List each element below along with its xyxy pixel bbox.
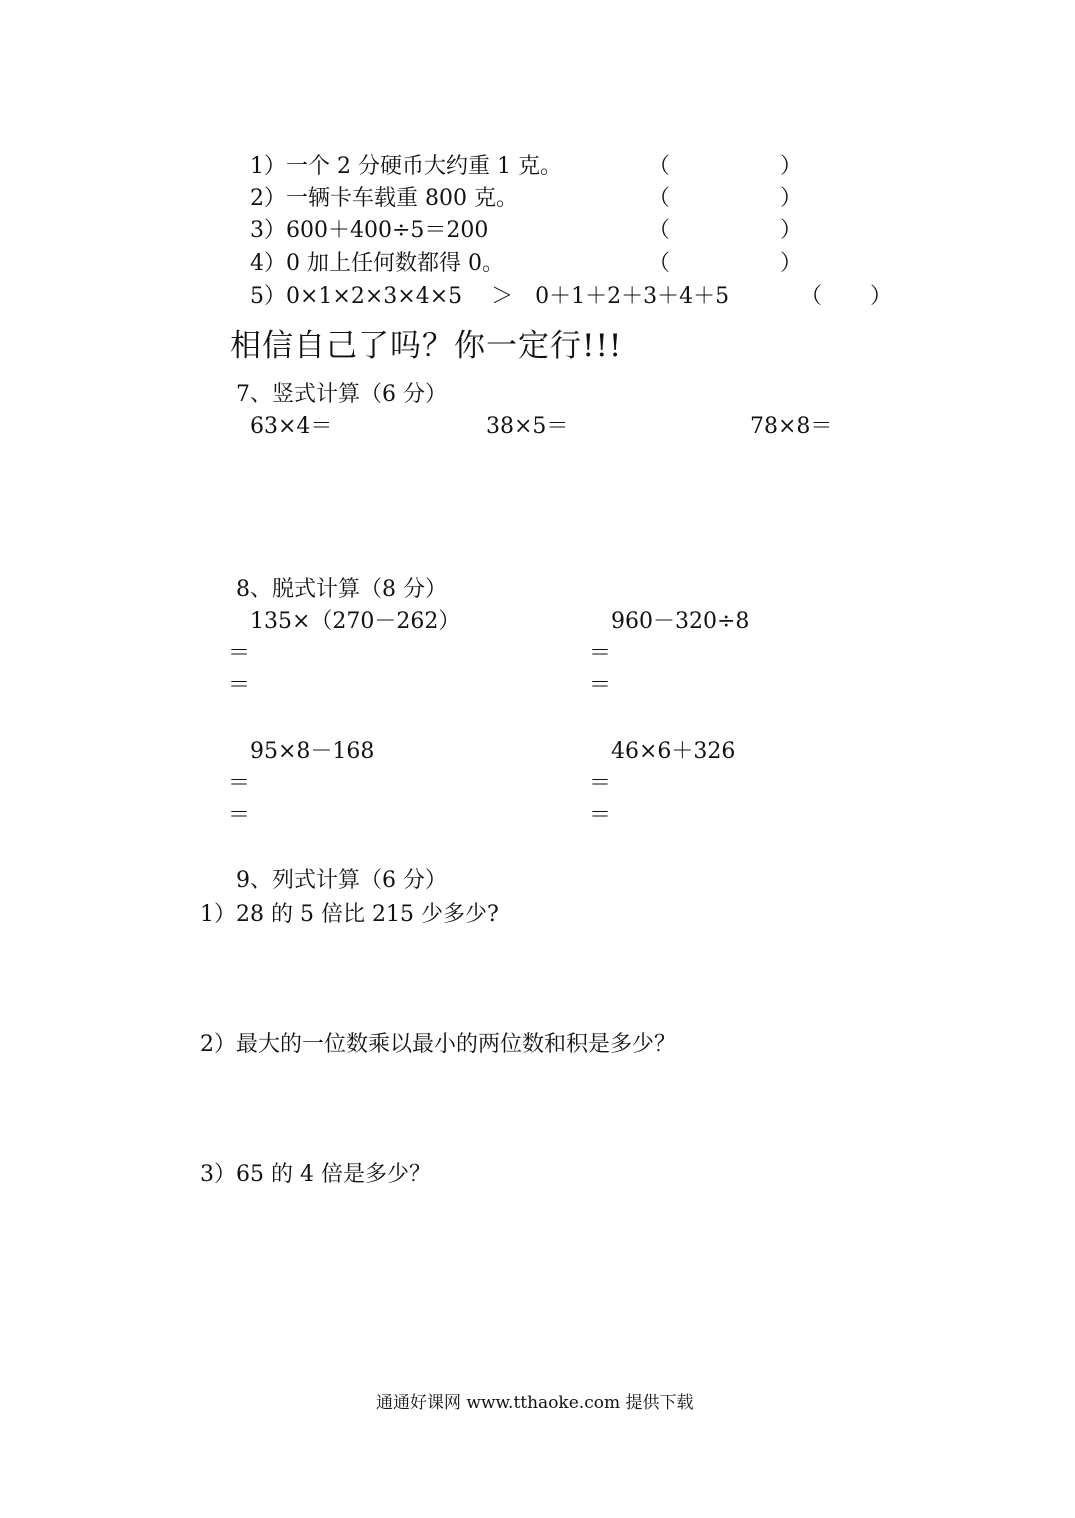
section-8-title: 8、脱式计算（8 分） <box>236 577 447 602</box>
answer-bracket-close: ） <box>780 186 803 211</box>
equals-sign: ＝ <box>228 641 251 666</box>
answer-bracket-open: （ <box>648 218 671 243</box>
stepwise-problem: 95×8－168 <box>250 739 375 764</box>
answer-bracket-open: （ <box>800 284 823 309</box>
word-problem: 2）最大的一位数乘以最小的两位数和积是多少？ <box>200 1032 676 1057</box>
judgment-text: 4）0 加上任何数都得 0。 <box>250 251 504 276</box>
equals-sign: ＝ <box>228 771 251 796</box>
word-problem: 3）65 的 4 倍是多少？ <box>200 1162 431 1187</box>
vertical-calc-problem: 63×4＝ <box>250 414 333 439</box>
judgment-text: 5）0×1×2×3×4×5 ＞ 0＋1＋2＋3＋4＋5 <box>250 284 730 309</box>
equals-sign: ＝ <box>589 673 612 698</box>
stepwise-problem: 960－320÷8 <box>611 609 750 634</box>
equals-sign: ＝ <box>589 771 612 796</box>
answer-bracket-close: ） <box>780 154 803 179</box>
section-9-title: 9、列式计算（6 分） <box>236 868 447 893</box>
word-problem: 1）28 的 5 倍比 215 少多少? <box>200 902 499 927</box>
equals-sign: ＝ <box>228 803 251 828</box>
vertical-calc-problem: 78×8＝ <box>750 414 833 439</box>
judgment-text: 1）一个 2 分硬币大约重 1 克。 <box>250 154 562 179</box>
equals-sign: ＝ <box>228 673 251 698</box>
stepwise-problem: 135×（270－262） <box>250 609 461 634</box>
answer-bracket-close: ） <box>780 251 803 276</box>
judgment-text: 3）600＋400÷5＝200 <box>250 218 489 243</box>
equals-sign: ＝ <box>589 641 612 666</box>
stepwise-problem: 46×6＋326 <box>611 739 736 764</box>
answer-bracket-open: （ <box>648 251 671 276</box>
footer-credit: 通通好课网 www.tthaoke.com 提供下载 <box>376 1393 694 1413</box>
judgment-text: 2）一辆卡车载重 800 克。 <box>250 186 518 211</box>
vertical-calc-problem: 38×5＝ <box>486 414 569 439</box>
answer-bracket-close: ） <box>780 218 803 243</box>
equals-sign: ＝ <box>589 803 612 828</box>
section-7-title: 7、竖式计算（6 分） <box>236 382 447 407</box>
answer-bracket-close: ） <box>870 284 893 309</box>
answer-bracket-open: （ <box>648 154 671 179</box>
encouragement-heading: 相信自己了吗？你一定行!!! <box>230 328 623 364</box>
answer-bracket-open: （ <box>648 186 671 211</box>
